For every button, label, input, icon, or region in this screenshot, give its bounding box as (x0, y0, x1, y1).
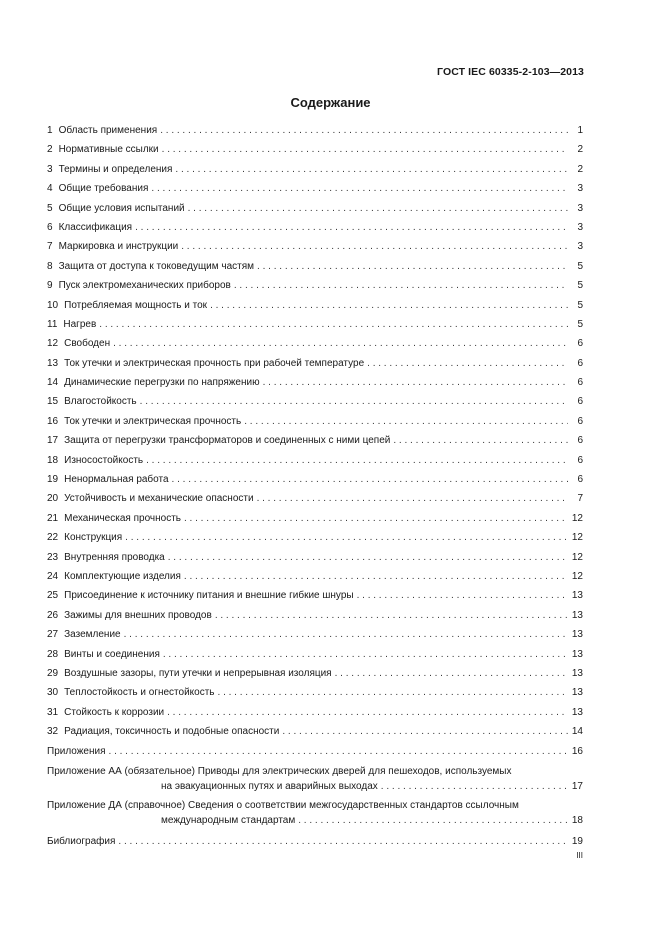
toc-entry-page: 13 (571, 706, 583, 718)
toc-leader-dots (146, 451, 568, 470)
toc-entry-text (47, 451, 146, 470)
toc-entry-title: Комплектующие изделия (64, 570, 181, 582)
toc-leader-dots (124, 625, 568, 644)
toc-entry[interactable] (47, 548, 583, 567)
toc-entry-number: 12 (47, 338, 59, 350)
toc-entry[interactable] (47, 121, 583, 140)
toc-entry-text (47, 606, 215, 625)
toc-leader-dots (257, 489, 568, 508)
toc-entry[interactable] (47, 645, 583, 664)
toc-entry-page: 7 (577, 493, 583, 505)
toc-entry-title: Конструкция (64, 532, 123, 544)
toc-entry-text-continued: на эвакуационных путях и аварийных выходах (161, 780, 378, 792)
toc-entry-number: 13 (47, 357, 59, 369)
toc-entry-number: 20 (47, 493, 59, 505)
toc-entry-title: Износостойкость (64, 454, 144, 466)
toc-leader-dots (357, 586, 568, 605)
toc-entry-number: 11 (47, 318, 58, 330)
toc-entry-page: 17 (571, 780, 583, 792)
toc-entry-title: Защита от доступа к токоведущим частям (58, 260, 255, 272)
toc-entry-number: 9 (47, 280, 53, 292)
toc-entry[interactable] (47, 276, 583, 295)
toc-leader-dots (140, 392, 568, 411)
toc-entry-text (47, 528, 125, 547)
toc-entry-number: 7 (47, 241, 53, 253)
toc-entry-number: 8 (47, 260, 53, 272)
toc-entry-title: Воздушные зазоры, пути утечки и непрерывная изоляция (64, 667, 332, 679)
toc-entry[interactable] (47, 160, 583, 179)
toc-entry-title: Ток утечки и электрическая прочность (64, 415, 242, 427)
toc-entry-text (47, 218, 135, 237)
toc-entry-title: Пуск электромеханических приборов (58, 280, 231, 292)
toc-entry-text: Приложение АА (обязательное) Приводы для электрических дверей для пешеходов, используемых (47, 765, 512, 777)
toc-entry[interactable] (47, 567, 583, 586)
toc-entry-text (47, 722, 282, 741)
toc-entry[interactable] (47, 315, 583, 334)
toc-entry-text (47, 160, 175, 179)
toc-entry-number: 15 (47, 396, 59, 408)
toc-leader-dots (210, 296, 568, 315)
toc-entry-text (47, 567, 184, 586)
toc-entry-text (47, 683, 218, 702)
toc-entry-text: Приложения (47, 742, 109, 761)
toc-entry-title: Ток утечки и электрическая прочность при рабочей температуре (64, 357, 365, 369)
toc-entry[interactable] (47, 451, 583, 470)
toc-entry-text (47, 237, 181, 256)
toc-entry-title: Нормативные ссылки (58, 144, 159, 156)
toc-leader-dots (113, 334, 568, 353)
toc-entry[interactable] (47, 664, 583, 683)
toc-entry-page: 5 (577, 260, 583, 272)
toc-entry-annex-aa[interactable] (47, 764, 583, 794)
page-number: III (576, 851, 583, 860)
toc-leader-dots (162, 140, 568, 159)
toc-entry-page: 3 (577, 202, 583, 214)
toc-entry-page: 2 (577, 144, 583, 156)
toc-entry-page: 13 (571, 629, 583, 641)
toc-entry-text (47, 470, 172, 489)
toc-entry-number: 31 (47, 706, 59, 718)
toc-entry-number: 4 (47, 183, 53, 195)
toc-entry-text (47, 431, 393, 450)
toc-entry-title: Винты и соединения (64, 648, 160, 660)
toc-leader-dots (335, 664, 568, 683)
toc-entry-title: Классификация (58, 221, 133, 233)
toc-entry-page: 3 (577, 183, 583, 195)
toc-entry-number: 3 (47, 163, 53, 175)
toc-entry-text: Библиография (47, 832, 118, 851)
toc-entry-number: 23 (47, 551, 59, 563)
toc-entry-title: Радиация, токсичность и подобные опасности (64, 726, 280, 738)
toc-entry-title: Потребляемая мощность и ток (64, 299, 208, 311)
toc-entry-page: 13 (571, 648, 583, 660)
toc-entry-text (47, 199, 188, 218)
toc-entry-annexes[interactable] (47, 742, 583, 761)
toc-leader-dots (298, 813, 569, 828)
toc-entry[interactable] (47, 179, 583, 198)
toc-entry-text (47, 140, 162, 159)
toc-leader-dots (172, 470, 568, 489)
toc-entry-text (47, 276, 234, 295)
toc-entry-text-continued: международным стандартам (161, 814, 296, 826)
toc-entry-text (47, 257, 257, 276)
toc-entry-title: Ненормальная работа (64, 474, 169, 486)
toc-entry-title: Нагрев (63, 318, 97, 330)
toc-entry-title: Защита от перегрузки трансформаторов и соединенных с ними цепей (64, 435, 391, 447)
toc-leader-dots (168, 548, 568, 567)
toc-entry[interactable] (47, 722, 583, 741)
toc-leader-dots (151, 179, 568, 198)
toc-entry-page: 3 (577, 241, 583, 253)
toc-entry[interactable] (47, 528, 583, 547)
toc-leader-dots (181, 237, 568, 256)
toc-entry[interactable] (47, 334, 583, 353)
toc-leader-dots (99, 315, 568, 334)
toc-entry[interactable] (47, 296, 583, 315)
toc-entry-text (47, 412, 244, 431)
toc-entry-number: 24 (47, 570, 59, 582)
toc-leader-dots (393, 431, 568, 450)
toc-entry[interactable] (47, 412, 583, 431)
toc-entry-text (47, 703, 167, 722)
toc-leader-dots (263, 373, 568, 392)
toc-leader-dots (282, 722, 568, 741)
toc-entry-number: 18 (47, 454, 59, 466)
toc-entry-text (47, 392, 140, 411)
toc-entry-title: Заземление (64, 629, 121, 641)
toc-entry-number: 17 (47, 435, 59, 447)
toc-entry-text (47, 179, 151, 198)
toc-entry-page: 6 (577, 338, 583, 350)
toc-entry-number: 32 (47, 726, 59, 738)
toc-entry-title: Свободен (64, 338, 111, 350)
toc-entry-text (47, 296, 210, 315)
toc-entry[interactable] (47, 373, 583, 392)
toc-entry-title: Маркировка и инструкции (58, 241, 179, 253)
toc-entry-title: Область применения (58, 125, 158, 136)
toc-entry-text (47, 645, 163, 664)
toc-entry[interactable] (47, 606, 583, 625)
toc-entry-page: 1 (577, 125, 583, 136)
toc-entry-number: 27 (47, 629, 59, 641)
toc-entry-page: 6 (577, 435, 583, 447)
toc-entry-text (47, 373, 263, 392)
toc-entry-page: 12 (571, 570, 583, 582)
toc-leader-dots (381, 779, 569, 794)
toc-entry[interactable] (47, 683, 583, 702)
toc-entry[interactable] (47, 489, 583, 508)
page-title: Содержание (290, 95, 371, 110)
toc-entry-number: 5 (47, 202, 53, 214)
toc-leader-dots (135, 218, 568, 237)
toc-entry-number: 26 (47, 609, 59, 621)
table-of-contents (47, 121, 583, 851)
toc-entry-text (47, 548, 168, 567)
toc-entry-annex-da[interactable] (47, 798, 583, 828)
toc-entry-number: 2 (47, 144, 53, 156)
toc-entry[interactable] (47, 237, 583, 256)
toc-entry-page: 5 (577, 299, 583, 311)
toc-entry[interactable] (47, 140, 583, 159)
toc-leader-dots (367, 354, 568, 373)
toc-entry[interactable] (47, 431, 583, 450)
toc-entry-title: Термины и определения (58, 163, 173, 175)
toc-entry-page: 13 (571, 687, 583, 699)
toc-entry-page: 12 (571, 551, 583, 563)
toc-entry-text (47, 354, 367, 373)
toc-entry[interactable] (47, 392, 583, 411)
toc-leader-dots (184, 567, 568, 586)
toc-entry-page: 13 (571, 609, 583, 621)
toc-leader-dots (118, 832, 568, 851)
toc-leader-dots (109, 742, 568, 761)
toc-entry-page: 12 (571, 512, 583, 524)
toc-entry-title: Зажимы для внешних проводов (64, 609, 212, 621)
toc-entry-number: 10 (47, 299, 59, 311)
toc-entry-page: 5 (577, 280, 583, 292)
toc-entry-page: 5 (577, 318, 583, 330)
toc-entry-page: 6 (577, 357, 583, 369)
toc-entry-text (47, 625, 124, 644)
toc-entry-title: Динамические перегрузки по напряжению (64, 377, 260, 389)
toc-entry-number: 19 (47, 474, 59, 486)
toc-entry-page: 19 (571, 835, 583, 847)
toc-entry-page: 18 (571, 814, 583, 826)
toc-leader-dots (188, 199, 568, 218)
toc-entry-page: 16 (571, 745, 583, 757)
toc-entry-number: 29 (47, 667, 59, 679)
toc-leader-dots (244, 412, 568, 431)
toc-leader-dots (175, 160, 568, 179)
toc-entry-number: 1 (47, 125, 53, 136)
toc-entry-number: 16 (47, 415, 59, 427)
toc-entry-page: 6 (577, 454, 583, 466)
toc-entry-text (47, 489, 257, 508)
toc-entry[interactable] (47, 509, 583, 528)
toc-entry-title: Внутренняя проводка (64, 551, 165, 563)
toc-entry[interactable] (47, 199, 583, 218)
toc-entry-number: 22 (47, 532, 59, 544)
toc-leader-dots (257, 257, 568, 276)
toc-entry-title: Стойкость к коррозии (64, 706, 165, 718)
toc-entry-page: 6 (577, 396, 583, 408)
toc-entry-title: Общие требования (58, 183, 149, 195)
toc-entry[interactable] (47, 703, 583, 722)
toc-entry-page: 6 (577, 415, 583, 427)
toc-entry-text (47, 509, 184, 528)
toc-entry[interactable] (47, 470, 583, 489)
toc-entry-text (47, 586, 357, 605)
toc-entry-text (47, 664, 335, 683)
toc-entry-page: 3 (577, 221, 583, 233)
toc-entry-number: 21 (47, 512, 59, 524)
toc-leader-dots (215, 606, 568, 625)
toc-entry-number: 28 (47, 648, 59, 660)
toc-entry[interactable] (47, 586, 583, 605)
toc-entry-title: Общие условия испытаний (58, 202, 185, 214)
toc-leader-dots (218, 683, 568, 702)
toc-entry[interactable] (47, 257, 583, 276)
toc-entry-page: 14 (571, 726, 583, 738)
toc-entry-title: Механическая прочность (64, 512, 181, 524)
toc-entry-text (47, 334, 113, 353)
toc-entry-title: Влагостойкость (64, 396, 137, 408)
toc-leader-dots (125, 528, 568, 547)
toc-entry-page: 13 (571, 667, 583, 679)
toc-entry-number: 30 (47, 687, 59, 699)
toc-entry-page: 6 (577, 377, 583, 389)
toc-leader-dots (184, 509, 568, 528)
toc-leader-dots (234, 276, 568, 295)
toc-entry-number: 6 (47, 221, 53, 233)
toc-entry[interactable] (47, 625, 583, 644)
toc-entry-title: Теплостойкость и огнестойкость (64, 687, 215, 699)
toc-entry-page: 2 (577, 163, 583, 175)
toc-entry[interactable] (47, 218, 583, 237)
toc-entry-text: Приложение ДА (справочное) Сведения о соответствии межгосударственных стандартов ссылочным (47, 799, 519, 811)
page-header: ГОСТ IEC 60335-2-103—2013 (437, 66, 584, 78)
toc-entry-page: 6 (577, 474, 583, 486)
toc-entry-number: 25 (47, 590, 59, 602)
toc-leader-dots (167, 703, 568, 722)
toc-entry-page: 13 (571, 590, 583, 602)
toc-entry-page: 12 (571, 532, 583, 544)
toc-leader-dots (163, 645, 568, 664)
toc-entry-text (47, 315, 99, 334)
toc-entry-text (47, 121, 160, 140)
toc-entry[interactable] (47, 354, 583, 373)
toc-entry-bibliography[interactable] (47, 832, 583, 851)
toc-entry-title: Присоединение к источнику питания и внешние гибкие шнуры (64, 590, 354, 602)
toc-entry-number: 14 (47, 377, 59, 389)
toc-leader-dots (160, 121, 568, 140)
toc-entry-title: Устойчивость и механические опасности (64, 493, 254, 505)
